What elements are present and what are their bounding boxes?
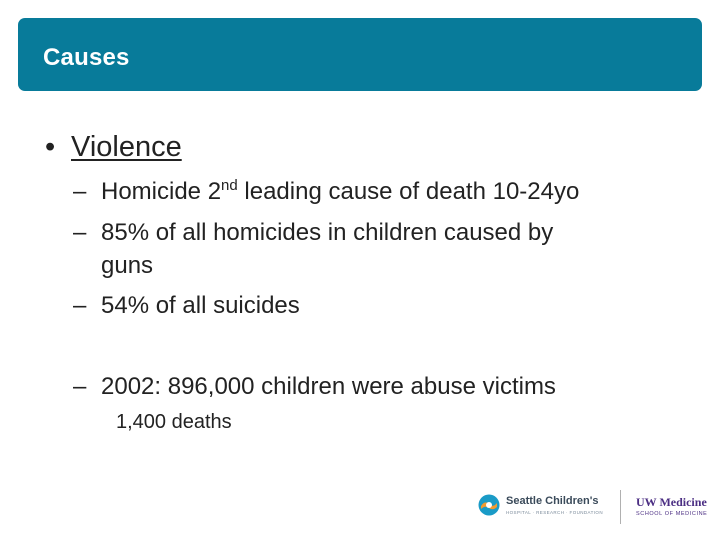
dash: – bbox=[73, 292, 87, 319]
sub-item-text: 54% of all suicides bbox=[101, 292, 300, 319]
seattle-childrens-logo-icon bbox=[478, 494, 500, 516]
footer-logos bbox=[478, 486, 714, 528]
superscript: nd bbox=[221, 177, 238, 194]
uw-medicine-tagline: SCHOOL OF MEDICINE bbox=[636, 511, 708, 517]
slide-title: Causes bbox=[43, 44, 130, 71]
sub-item-abuse bbox=[73, 372, 556, 402]
sub-item-text: 85% of all homicides in children caused by bbox=[101, 219, 554, 246]
header-bar bbox=[18, 18, 702, 91]
sub-item-text: leading cause of death 10-24yo bbox=[237, 178, 580, 205]
seattle-childrens-name: Seattle Children's bbox=[506, 495, 599, 507]
bullet-text: Violence bbox=[71, 131, 182, 163]
sub-item-guns bbox=[73, 218, 553, 248]
seattle-childrens-tagline: HOSPITAL · RESEARCH · FOUNDATION bbox=[506, 510, 603, 515]
bullet-violence bbox=[45, 131, 182, 164]
logo-divider bbox=[620, 490, 621, 524]
sub-item-guns-continued: guns bbox=[101, 252, 154, 279]
note-deaths: 1,400 deaths bbox=[116, 411, 232, 433]
bullet-symbol: • bbox=[45, 131, 56, 163]
sub-item-text: 2002: 896,000 children were abuse victims bbox=[101, 373, 556, 400]
sub-item-homicide bbox=[73, 177, 579, 207]
dash: – bbox=[73, 219, 87, 246]
dash: – bbox=[73, 178, 87, 205]
dash: – bbox=[73, 373, 87, 400]
sub-item-suicides bbox=[73, 291, 300, 321]
sub-item-text: Homicide 2 bbox=[101, 178, 222, 205]
uw-medicine-name: UW Medicine bbox=[636, 495, 707, 509]
